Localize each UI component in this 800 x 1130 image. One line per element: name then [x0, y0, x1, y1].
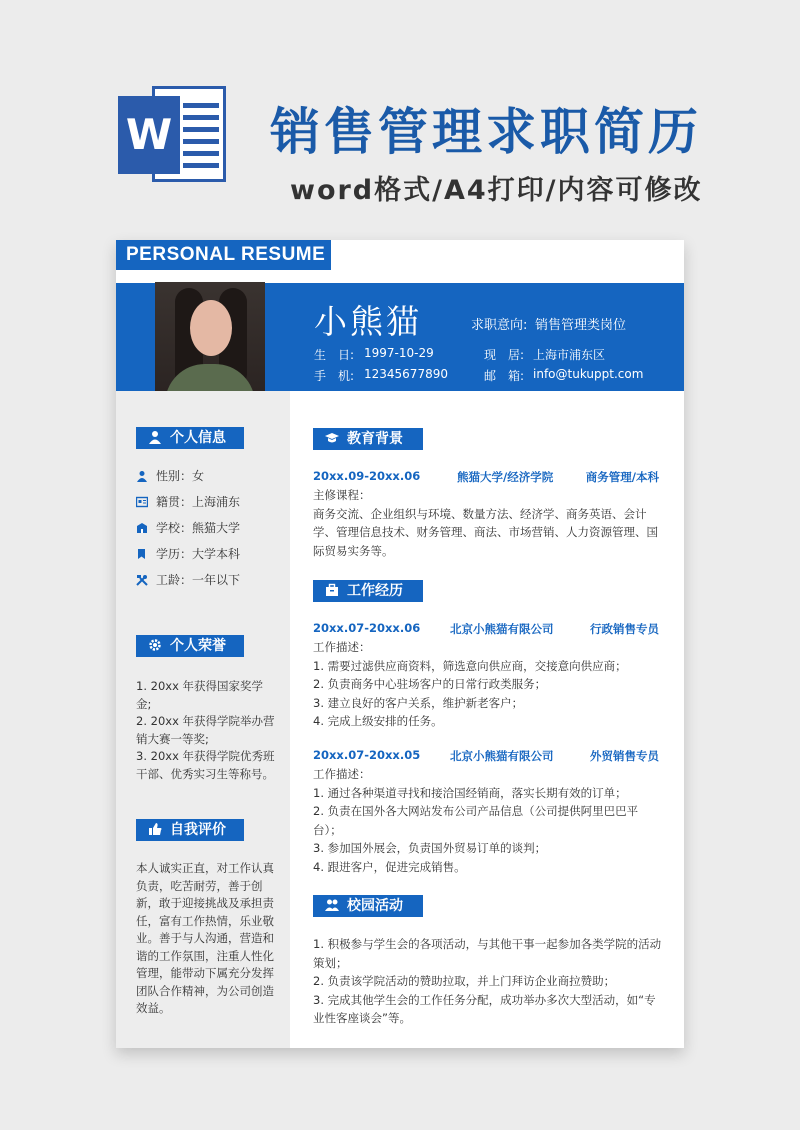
job-company: 北京小熊猫有限公司	[450, 622, 554, 636]
origin-text: 籍贯：上海浦东	[156, 495, 241, 509]
education-period: 20xx.09-20xx.06	[313, 469, 421, 483]
email-label: 邮 箱:	[484, 369, 525, 383]
email-value: info@tukuppt.com	[533, 367, 644, 381]
honor-text: 1. 20xx 年获得国家奖学金; 2. 20xx 年获得学院举办营销大赛一等奖; 3. 20xx 年获得学院优秀班干部、优秀实习生等称号。	[136, 679, 275, 781]
campus-text: 1. 积极参与学生会的各项活动，与其他干事一起参加各类学院的活动策划； 2. 负责该学院活动的赞助拉取，并上门拜访企业商拉赞助； 3. 完成其他学生会的工作任务分配，成功举办多次大型活动，如“专业性客座谈会”等。	[313, 937, 662, 1025]
job-position: 行政销售专员	[590, 622, 659, 636]
gender-text: 性别：女	[156, 469, 205, 483]
education-text: 主修课程： 商务交流、企业组织与环境、数量方法、经济学、商务英语、会计学、管理信息技术、财务管理、商法、市场营销、人力资源管理、国际贸易实务等。	[313, 488, 658, 558]
residence-value: 上海市浦东区	[533, 348, 606, 362]
education-major: 商务管理/本科	[585, 470, 659, 484]
personal-item	[136, 493, 240, 510]
personal-item	[136, 545, 240, 562]
word-logo-icon	[118, 84, 226, 184]
honor-title: 个人荣誉	[170, 638, 226, 654]
thumbs-up-icon	[148, 822, 162, 836]
personal-info-title: 个人信息	[170, 430, 226, 446]
self-eval-heading	[136, 819, 244, 841]
personal-info-heading	[136, 427, 244, 449]
campus-title: 校园活动	[347, 898, 403, 914]
person-icon	[136, 470, 148, 482]
job-position: 外贸销售专员	[590, 749, 659, 763]
birth-label: 生 日:	[314, 348, 355, 362]
people-icon	[325, 898, 339, 912]
education-level-text: 学历：大学本科	[156, 547, 241, 561]
school-icon	[136, 522, 148, 534]
birth-value: 1997-10-29	[364, 346, 434, 360]
page-subtitle: word格式/A4打印/内容可修改	[290, 175, 703, 206]
self-eval-title: 自我评价	[170, 822, 226, 838]
phone-label: 手 机:	[314, 369, 355, 383]
graduation-cap-icon	[325, 431, 339, 445]
phone-value: 12345677890	[364, 367, 448, 381]
education-title: 教育背景	[347, 431, 403, 447]
work-years-text: 工龄：一年以下	[156, 573, 241, 587]
job-text: 工作描述： 1. 需要过滤供应商资料，筛选意向供应商，交接意向供应商； 2. 负责商务中心驻场客户的日常行政类服务； 3. 建立良好的客户关系，维护新老客户； 4. 完成上级安排的任务。	[313, 640, 627, 728]
profile-photo	[155, 282, 265, 392]
intent-value: 销售管理类岗位	[535, 318, 627, 333]
briefcase-icon	[325, 583, 339, 597]
education-heading	[313, 428, 423, 450]
job-period: 20xx.07-20xx.05	[313, 748, 421, 762]
job-company: 北京小熊猫有限公司	[450, 749, 554, 763]
self-eval-text: 本人诚实正直，对工作认真负责，吃苦耐劳，善于创新，敢于迎接挑战及承担责任，富有工作热情，乐业敬业。善于与人沟通，营造和谐的工作氛围，注重人性化管理，能带动下属充分发挥团队合作精神，为公司创造效益。	[136, 861, 274, 1015]
personal-item	[136, 571, 240, 588]
school-text: 学校：熊猫大学	[156, 521, 241, 535]
honor-heading	[136, 635, 244, 657]
person-icon	[148, 430, 162, 444]
diploma-icon	[136, 548, 148, 560]
candidate-name: 小熊猫	[314, 302, 422, 341]
personal-item	[136, 467, 204, 484]
page-title: 销售管理求职简历	[270, 103, 702, 161]
word-letter: W	[118, 96, 180, 174]
residence-label: 现 居:	[484, 348, 525, 362]
job-text: 工作描述： 1. 通过各种渠道寻找和接洽国经销商，落实长期有效的订单； 2. 负责在国外各大网站发布公司产品信息（公司提供阿里巴巴平台）； 3. 参加国外展会，负责国外贸易订单的谈判； 4. 跟进客户，促进完成销售。	[313, 767, 639, 874]
work-title: 工作经历	[347, 583, 403, 599]
resume-tag: PERSONAL RESUME	[116, 240, 331, 270]
gear-icon	[148, 638, 162, 652]
work-heading	[313, 580, 423, 602]
personal-item	[136, 519, 240, 536]
id-card-icon	[136, 496, 148, 508]
intent-label: 求职意向:	[471, 318, 528, 333]
job-period: 20xx.07-20xx.06	[313, 621, 421, 635]
campus-heading	[313, 895, 423, 917]
education-school: 熊猫大学/经济学院	[457, 470, 554, 484]
tools-icon	[136, 574, 148, 586]
